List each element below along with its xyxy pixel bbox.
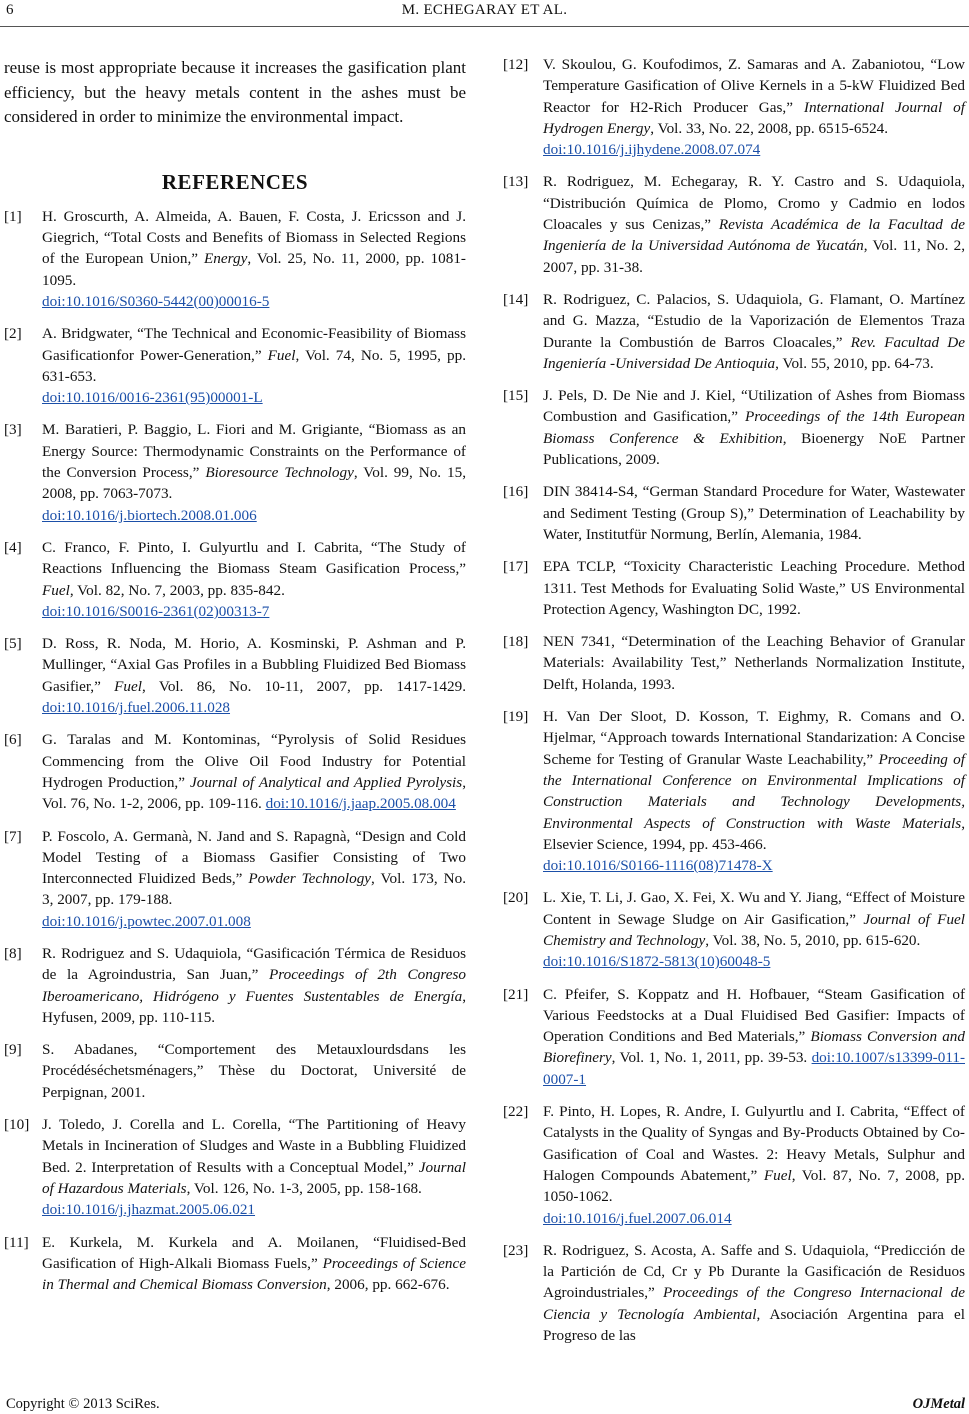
reference-citation: EPA TCLP, “Toxicity Characteristic Leaching Procedure. Method 1311. Test Methods for Evaluating Solid Waste,” US Environmental Protection Agency, Washington DC, 1992. (543, 558, 965, 618)
reference-source: Proceeding of the International Conference on Environmental Implications of Construction Materials and Technology Developments, Environmental Aspects of Construction with Waste Materials (543, 750, 965, 832)
reference-details: , 2006, pp. 662-676. (326, 1276, 450, 1294)
reference-text (543, 984, 965, 1090)
reference-text (42, 826, 466, 932)
reference-number: [13] (503, 173, 529, 191)
reference-citation: DIN 38414-S4, “German Standard Procedure for Water, Wastewater and Sediment Testing (Group S),” Determination of Leachability by Water, Institutfür Normung, Berlín, Alemania, 1984. (543, 483, 965, 543)
reference-text (543, 887, 965, 972)
reference-text (543, 1240, 965, 1346)
reference-number: [21] (503, 985, 529, 1003)
doi-link[interactable]: doi:10.1016/j.fuel.2007.06.014 (543, 1209, 732, 1227)
reference-citation: H. Van Der Sloot, D. Kosson, T. Eighmy, R. Comans and O. Hjelmar, “Approach towards International Standarization: A Concise Scheme for Testing of Granular Waste Leachability,” (543, 708, 965, 768)
copyright: Copyright © 2013 SciRes. (6, 1396, 160, 1412)
reference-details: , Vol. 74, No. 5, 1995, pp. 631-653. (42, 346, 466, 385)
reference-item (503, 706, 965, 876)
reference-item (503, 631, 965, 695)
reference-text (42, 419, 466, 525)
reference-item (503, 54, 965, 160)
reference-number: [4] (4, 538, 22, 556)
reference-citation: C. Pfeifer, S. Koppatz and H. Hofbauer, “Steam Gasification of Various Feedstocks at a Dual Fluidised Bed Gasifier: Impacts of Operation Conditions and Bed Materials,” (543, 985, 965, 1046)
reference-item (4, 1039, 466, 1103)
reference-item (4, 729, 466, 814)
references-title: REFERENCES (161, 169, 309, 194)
reference-citation: R. Rodriguez and S. Udaquiola, “Gasificación Térmica de Residuos de la Agroindustria, San Juan,” (42, 945, 466, 984)
reference-citation: P. Foscolo, A. Germanà, N. Jand and S. Rapagnà, “Design and Cold Model Testing of a Biomass Gasifier Consisting of Two Interconnected Fluidized Beds,” (42, 827, 466, 888)
journal-name: OJMetal (912, 1396, 965, 1412)
reference-number: [3] (4, 421, 22, 439)
reference-number: [19] (503, 708, 529, 726)
doi-link[interactable]: doi:10.1016/S0166-1116(08)71478-X (543, 857, 773, 875)
reference-item (503, 385, 966, 470)
reference-item (4, 1114, 466, 1220)
reference-details: , Vol. 38, No. 5, 2010, pp. 615-620. (705, 931, 921, 949)
reference-number: [16] (503, 483, 529, 501)
reference-source: International Journal of Hydrogen Energy (543, 98, 965, 137)
references-list-left (4, 206, 466, 1296)
reference-citation: D. Ross, R. Noda, M. Horio, A. Kosminski, P. Ashman and P. Mullinger, “Axial Gas Profiles in a Bubbling Fluidized Bed Biomass Gasifier,” (42, 635, 466, 695)
reference-item (4, 537, 466, 622)
reference-source: Proceedings of 2th Congreso Iberoamericano, Hidrógeno y Fuentes Sustentables de Energía (42, 966, 467, 1005)
reference-details: , Vol. 82, No. 7, 2003, pp. 835-842. (69, 581, 285, 599)
reference-details: , Elsevier Science, 1994, pp. 453-466. (543, 814, 965, 853)
reference-number: [5] (4, 635, 22, 653)
reference-citation: M. Baratieri, P. Baggio, L. Fiori and M. Grigiante, “Biomass as an Energy Source: Thermodynamic Constraints on the Performance of the Conversion Process,” (42, 421, 466, 482)
reference-source: Fuel (763, 1166, 792, 1184)
reference-source: Powder Technology (248, 870, 372, 888)
reference-item (4, 633, 466, 718)
doi-link[interactable]: doi:10.1016/j.powtec.2007.01.008 (42, 912, 251, 930)
reference-details: , Vol. 33, No. 22, 2008, pp. 6515-6524. (650, 119, 889, 137)
reference-item (4, 1232, 466, 1296)
reference-source: Proceedings of the Congreso Internacional de Ciencia y Tecnología Ambiental (543, 1284, 965, 1323)
reference-source: Revista Académica de la Facultad de Ingeniería de la Universidad Autónoma de Yucatán (543, 216, 965, 255)
reference-item (503, 1101, 965, 1229)
header-rule (0, 26, 969, 27)
reference-citation: NEN 7341, “Determination of the Leaching Behavior of Granular Materials: Availability Test,” Netherlands Normalization Institute, Delft, Holanda, 1993. (543, 633, 965, 693)
reference-text (543, 171, 965, 277)
reference-number: [20] (503, 889, 529, 907)
reference-source: Biomass Conversion and Biorefinery (543, 1028, 965, 1067)
reference-item (4, 943, 466, 1028)
reference-number: [12] (503, 56, 529, 73)
reference-text (42, 729, 466, 814)
reference-item (4, 206, 466, 312)
references-list-right (503, 54, 966, 1346)
doi-link[interactable]: doi:10.1016/j.jaap.2005.08.004 (265, 795, 456, 813)
reference-source: Energy (204, 250, 248, 268)
page-number: 6 (6, 2, 14, 18)
reference-text (42, 1114, 466, 1220)
reference-source: Proceedings of the 14th European Biomass Conference & Exhibition (543, 408, 965, 447)
doi-link[interactable]: doi:10.1016/S0016-2361(02)00313-7 (42, 602, 270, 620)
right-column (503, 48, 966, 1357)
reference-details: , Vol. 173, No. 3, 2007, pp. 179-188. (42, 870, 466, 909)
reference-details: , Vol. 76, No. 1-2, 2006, pp. 109-116. (42, 773, 466, 813)
reference-source: Rev. Facultad De Ingeniería -Universidad De Antioquia (543, 333, 965, 372)
reference-citation: L. Xie, T. Li, J. Gao, X. Fei, X. Wu and Y. Jiang, “Effect of Moisture Content in Sewage Sludge on Air Gasification,” (543, 889, 965, 928)
reference-item (4, 323, 466, 408)
page-header (0, 2, 969, 28)
reference-citation: A. Bridgwater, “The Technical and Economic-Feasibility of Biomass Gasificationfor Power-Generation,” (42, 325, 466, 364)
reference-details: , Vol. 25, No. 11, 2000, pp. 1081-1095. (42, 250, 466, 289)
reference-details: , Vol. 1, No. 1, 2011, pp. 39-53. (611, 1049, 812, 1067)
reference-item (503, 984, 965, 1090)
doi-link[interactable]: doi:10.1016/S1872-5813(10)60048-5 (543, 953, 771, 971)
doi-link[interactable]: doi:10.1016/j.ijhydene.2008.07.074 (543, 141, 761, 159)
doi-link[interactable]: doi:10.1016/0016-2361(95)00001-L (42, 389, 263, 407)
reference-citation: E. Kurkela, M. Kurkela and A. Moilanen, “Fluidised-Bed Gasification of High-Alkali Biomass Fuels,” (42, 1233, 466, 1272)
reference-details: , Vol. 99, No. 15, 2008, pp. 7063-7073. (42, 464, 466, 503)
reference-number: [7] (4, 827, 22, 845)
reference-citation: H. Groscurth, A. Almeida, A. Bauen, F. Costa, J. Ericsson and J. Giegrich, “Total Costs and Benefits of Biomass in Selected Regions of the European Union,” (42, 207, 466, 268)
reference-citation: C. Franco, F. Pinto, I. Gulyurtlu and I. Cabrita, “The Study of Reactions Influencing the Biomass Steam Gasification Process,” (42, 538, 466, 578)
reference-citation: R. Rodriguez, M. Echegaray, R. Y. Castro and S. Udaquiola, “Distribución Química de Plomo, Cromo y Cadmio en lodos Cloacales y sus Cenizas,” (543, 173, 965, 234)
doi-link[interactable]: doi:10.1007/s13399-011-0007-1 (543, 1049, 965, 1088)
reference-number: [10] (4, 1116, 30, 1134)
body-paragraph: reuse is most appropriate because it increases the gasification plant efficiency, but the heavy metals content in the ashes must be considered in order to minimize the environmental impact. (4, 58, 466, 126)
left-column (4, 48, 466, 1306)
reference-citation: V. Skoulou, G. Koufodimos, Z. Samaras and A. Zabaniotou, “Low Temperature Gasification of Olive Kernels in a 5-kW Fluidized Bed Reactor for H2-Rich Producer Gas,” (543, 56, 965, 116)
reference-details: , Vol. 87, No. 7, 2008, pp. 1050-1062. (543, 1166, 965, 1206)
doi-link[interactable]: doi:10.1016/j.biortech.2008.01.006 (42, 506, 257, 524)
reference-number: [2] (4, 325, 22, 343)
reference-number: [15] (503, 387, 529, 405)
reference-details: , Vol. 86, No. 10-11, 2007, pp. 1417-1429. (142, 677, 467, 695)
reference-text (42, 1232, 466, 1296)
reference-text (543, 1101, 965, 1229)
reference-text (543, 556, 965, 620)
reference-number: [23] (503, 1241, 529, 1259)
reference-details: , Asociación Argentina para el Progreso de las (543, 1305, 965, 1345)
reference-text (42, 323, 466, 408)
reference-item (503, 887, 965, 972)
running-head: M. ECHEGARAY ET AL. (401, 2, 568, 18)
reference-source: Journal of Analytical and Applied Pyrolysis (190, 773, 463, 791)
reference-number: [14] (503, 290, 529, 308)
reference-citation: J. Toledo, J. Corella and L. Corella, “The Partitioning of Heavy Metals in Incineration of Sludges and Waste in a Bubbling Fluidized Bed. 2. Interpretation of Results with a Conceptual Model,” (42, 1116, 466, 1176)
reference-text (543, 481, 965, 545)
reference-source: Fuel (267, 346, 296, 364)
reference-details: , Vol. 11, No. 2, 2007, pp. 31-38. (543, 237, 965, 276)
reference-source: Fuel (42, 581, 70, 599)
reference-citation: S. Abadanes, “Comportement des Metauxlourdsdans les Procédéséchetsménagers,” Thèse du Doctorat, Université de Perpignan, 2001. (42, 1041, 466, 1101)
reference-item (503, 481, 965, 545)
reference-number: [6] (4, 731, 22, 749)
reference-text (42, 633, 466, 718)
reference-item (503, 289, 965, 374)
reference-text (42, 1039, 466, 1103)
reference-text (543, 385, 965, 470)
reference-source: Proceedings of Science in Thermal and Chemical Biomass Conversion (42, 1254, 466, 1294)
reference-citation: R. Rodriguez, S. Acosta, A. Saffe and S. Udaquiola, “Predicción de la Partición de Cd, Cr y Pb Durante la Gasificación de Residuos Agroindustriales,” (543, 1241, 965, 1302)
reference-source: Fuel (114, 677, 142, 695)
reference-details: , Vol. 126, No. 1-3, 2005, pp. 158-168. (186, 1179, 422, 1197)
reference-item (4, 826, 466, 932)
reference-source: Journal of Hazardous Materials (42, 1158, 466, 1197)
reference-text (42, 537, 466, 622)
reference-citation: R. Rodriguez, C. Palacios, S. Udaquiola, G. Flamant, O. Martínez and G. Mazza, “Estudio de la Vaporización de Elementos Traza Durante la Combustión de Barros Cloacales,” (543, 290, 965, 351)
reference-number: [17] (503, 558, 529, 576)
reference-source: Bioresource Technology (205, 464, 354, 482)
reference-citation: F. Pinto, H. Lopes, R. Andre, I. Gulyurtlu and I. Cabrita, “Effect of Catalysts in the Quality of Syngas and By-Products Obtained by Co-Gasification of Coal and Wastes. 2: Heavy Metals, Sulphur and Halogen Compounds Abatement,” (543, 1103, 965, 1184)
reference-text (543, 289, 965, 374)
reference-source: Journal of Fuel Chemistry and Technology (543, 910, 965, 949)
reference-text (543, 706, 965, 876)
doi-link[interactable]: doi:10.1016/S0360-5442(00)00016-5 (42, 292, 270, 310)
reference-details: , Vol. 55, 2010, pp. 64-73. (775, 354, 934, 372)
reference-details: , Bioenergy NoE Partner Publications, 2009. (543, 429, 966, 469)
reference-item (503, 171, 965, 277)
reference-number: [11] (4, 1233, 29, 1251)
reference-item (4, 419, 466, 525)
reference-number: [18] (503, 633, 529, 651)
reference-number: [8] (4, 945, 22, 962)
doi-link[interactable]: doi:10.1016/j.jhazmat.2005.06.021 (42, 1201, 256, 1219)
doi-link[interactable]: doi:10.1016/j.fuel.2006.11.028 (42, 699, 231, 717)
reference-details: , Hyfusen, 2009, pp. 110-115. (42, 987, 466, 1026)
reference-citation: J. Pels, D. De Nie and J. Kiel, “Utilization of Ashes from Biomass Combustion and Gasification,” (543, 387, 965, 426)
reference-text (543, 631, 965, 695)
reference-citation: G. Taralas and M. Kontominas, “Pyrolysis of Solid Residues Commencing from the Olive Oil Food Industry for Potential Hydrogen Production,” (42, 731, 466, 791)
reference-text (543, 54, 965, 160)
reference-text (42, 206, 466, 312)
reference-text (42, 943, 466, 1028)
reference-number: [9] (4, 1041, 22, 1059)
reference-item (503, 1240, 965, 1346)
reference-item (503, 556, 965, 620)
reference-number: [1] (4, 207, 22, 225)
reference-number: [22] (503, 1103, 529, 1121)
